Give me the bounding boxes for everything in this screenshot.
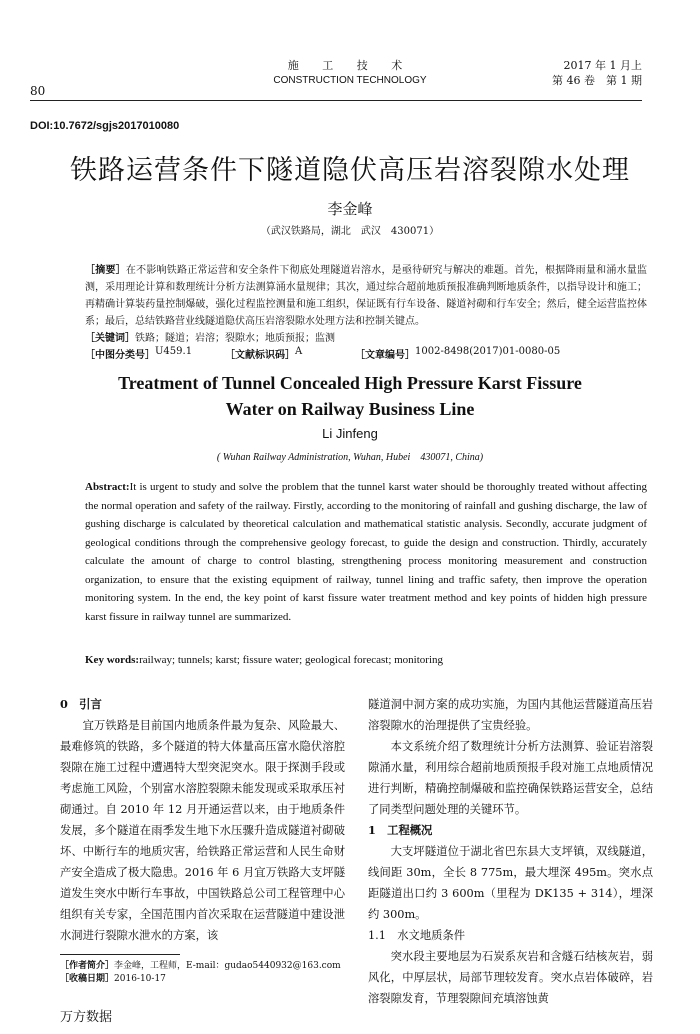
author-en: Li Jinfeng: [322, 426, 378, 441]
issue-info: [552, 58, 642, 88]
header-divider: [30, 100, 642, 101]
watermark: 万方数据: [60, 1010, 113, 1025]
footnote-divider: [60, 954, 180, 955]
clc-label: ［中图分类号］: [85, 350, 155, 361]
abstract-en-text: It is urgent to study and solve the problem that the tunnel karst water should be thoroughly treated without affecting the normal operation and safety of the railway. Firstly, according to the monitoring of rainfall and gushing discharge, the law of gushing discharge is calculated by theoretical calculation and mathematical statistic analysis. Secondly, accurate judgment of geological conditions through the comprehensive geology forecast, to guide the design and construction. Thirdly, accurately calculate the amount of charge to control blasting, strengthening process monitoring measurement and construction organization, to ensure that the existing equipment of railway, tunnel lining and traffic safety, then improve the operation monitoring system. In the end, the key point of karst fissure water treatment method and key points of hidden high pressure karst fissure in railway tunnel are summarized.: [85, 481, 647, 623]
keywords-en-label: Key words:: [85, 654, 140, 666]
abstract-en: [85, 478, 647, 626]
section-0-title: 0 引言: [60, 697, 102, 711]
footnote-author-label: ［作者简介］: [60, 961, 115, 971]
footnote-author-text: 李金峰，工程师，E-mail：gudao5440932@163.com: [114, 961, 341, 971]
title-cn: 铁路运营条件下隧道隐伏高压岩溶裂隙水处理: [70, 155, 630, 186]
section-1-title: 1 工程概况: [368, 823, 433, 837]
author-cn: 李金峰: [327, 200, 373, 218]
affiliation-en: ( Wuhan Railway Administration, Wuhan, Hubei 430071, China): [216, 452, 484, 463]
section-1-1-title: 1.1 水文地质条件: [368, 929, 466, 942]
keywords-cn-text: 铁路；隧道；岩溶；裂隙水；地质预报；监测: [135, 333, 335, 344]
footnote-received-text: 2016-10-17: [114, 974, 166, 984]
footnote: [60, 960, 350, 986]
article-no-value: 1002-8498(2017)01-0080-05: [415, 346, 561, 357]
title-en: [0, 370, 700, 422]
section-0-paragraph-2: 本文系统介绍了数理统计分析方法测算、验证岩溶裂隙涌水量，利用综合超前地质预报手段对施工点地质情况进行判断，精确控制爆破和监控确保铁路运营安全，总结了同类型问题处理的关键环节。: [368, 740, 653, 816]
clc-value: U459.1: [155, 346, 193, 357]
body-left-column: [60, 694, 345, 946]
affiliation-cn: （武汉铁路局，湖北 武汉 430071）: [260, 226, 440, 237]
abstract-en-label: Abstract:: [85, 481, 130, 493]
body-right-column: [368, 694, 653, 1009]
title-en-text: Treatment of Tunnel Concealed High Pressure Karst Fissure Water on Railway Business Line: [118, 373, 582, 419]
issue-volume: 第 46 卷 第 1 期: [552, 74, 642, 87]
section-1-1-paragraph: 突水段主要地层为石炭系灰岩和含燧石结核灰岩，弱风化，中厚层状，局部节理较发育。突水点岩体破碎，岩溶裂隙发育，节理裂隙间充填溶蚀黄: [368, 950, 653, 1005]
page-number: 80: [30, 84, 46, 98]
section-0-paragraph: 宜万铁路是目前国内地质条件最为复杂、风险最大、最难修筑的铁路，多个隧道的特大体量高压富水隐伏溶腔裂隙在施工过程中遭遇特大型突泥突水。限于探测手段或考虑施工风险，个别富水溶腔裂隙未能发现或采取承压衬砌通过。自 2010 年 12 月开通运营以来，由于地质条件发展，多个隧道在雨季发生地下水压骤升造成隧道衬砌破坏、中断行车的地质灾害，给铁路正常运营和人民生命财产安全造成了极大隐患。2016 年 6 月宜万铁路大支坪隧道发生突水中断行车事故，中国铁路总公司工程管理中心组织有关专家，全国范围内首次采取在运营隧道中建设泄水洞进行裂隙水泄水的方案，该: [60, 719, 345, 942]
abstract-cn-text: 在不影响铁路正常运营和安全条件下彻底处理隧道岩溶水，是亟待研究与解决的难题。首先，根据降雨量和涌水量监测，采用理论计算和数理统计分析方法测算涌水量规律；其次，通过综合超前地质预报准确判断地质条件，以指导设计和施工；再精确计算装药量控制爆破，强化过程监控测量和施工组织，保证既有行车设备、隧道衬砌和行车安全；然后，健全运营监控体系；最后，总结铁路营业线隧道隐伏高压岩溶裂隙水处理方法和控制关键点。: [85, 265, 648, 327]
doi: DOI:10.7672/sgjs2017010080: [30, 120, 180, 132]
section-1-paragraph: 大支坪隧道位于湖北省巴东县大支坪镇，双线隧道，线间距 30m，全长 8 775m，最大埋深 495m。突水点距隧道出口约 3 600m（里程为 DK135 + 314），埋深约 300m。: [368, 845, 653, 921]
doc-code-label: ［文献标识码］: [225, 350, 295, 361]
article-no-label: ［文章编号］: [355, 350, 415, 361]
issue-date: 2017 年 1 月上: [563, 59, 642, 72]
keywords-en: [85, 654, 647, 666]
doc-code-value: A: [295, 346, 303, 357]
keywords-cn-label: ［关键词］: [85, 333, 135, 344]
journal-name-en: CONSTRUCTION TECHNOLOGY: [273, 75, 427, 86]
section-0-continuation: 隧道洞中洞方案的成功实施，为国内其他运营隧道高压岩溶裂隙水的治理提供了宝贵经验。: [368, 698, 653, 732]
journal-name-cn: 施 工 技 术: [287, 59, 413, 72]
footnote-received-label: ［收稿日期］: [60, 974, 115, 984]
abstract-cn-label: ［摘要］: [85, 265, 126, 276]
keywords-en-text: railway; tunnels; karst; fissure water; geological forecast; monitoring: [139, 654, 444, 666]
abstract-cn: [85, 262, 647, 347]
